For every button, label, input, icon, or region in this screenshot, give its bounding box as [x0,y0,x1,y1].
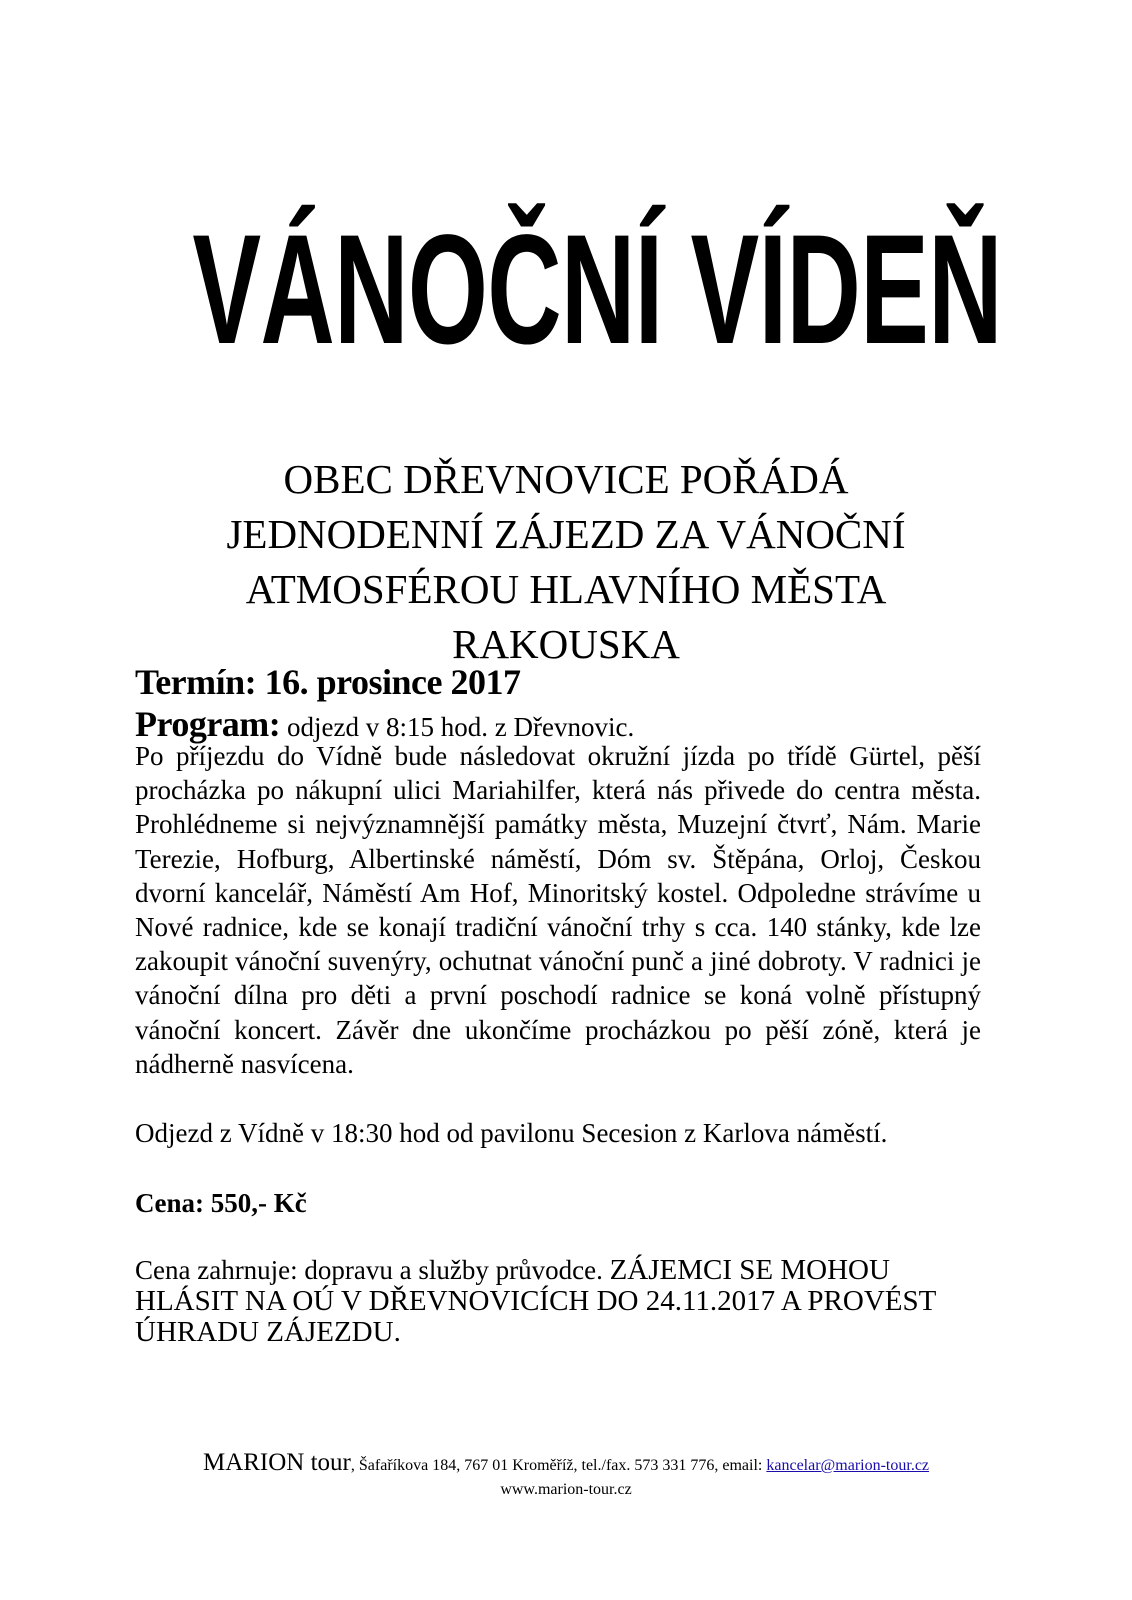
trip-date: Termín: 16. prosince 2017 [135,662,521,702]
subtitle [100,452,1032,672]
subtitle-line-3: ATMOSFÉROU HLAVNÍHO MĚSTA [245,566,887,612]
notice-caps: ZÁJEMCI SE MOHOU HLÁSIT NA OÚ V DŘEVNOVICÍCH DO 24.11.2017 A PROVÉST ÚHRADU ZÁJEZDU. [135,1254,936,1348]
footer-email-link[interactable]: kancelar@marion-tour.cz [766,1457,930,1474]
footer-address: , Šafaříkova 184, 767 01 Kroměříž, tel./fax. 573 331 776, email: [350,1457,767,1474]
program-description: Po příjezdu do Vídně bude následovat okružní jízda po třídě Gürtel, pěší procházka po nákupní ulici Mariahilfer, která nás přivede do centra města. Prohlédneme si nejvýznamnější památky města, Muzejní čtvrť, Nám. Marie Terezie, Hofburg, Albertinské náměstí, Dóm sv. Štěpána, Orloj, Českou dvorní kancelář, Náměstí Am Hof, Minoritský kostel. Odpoledne strávíme u Nové radnice, kde se konají tradiční vánoční trhy s cca. 140 stánky, kde lze zakoupit vánoční suvenýry, ochutnat vánoční punč a jiné dobroty. V radnici je vánoční dílna pro děti a první poschodí radnice se koná volně přístupný vánoční koncert. Závěr dne ukončíme procházkou po pěší zóně, která je nádherně nasvícena. [135,741,981,1079]
program-label: Program: [135,704,281,744]
subtitle-line-2: JEDNODENNÍ ZÁJEZD ZA VÁNOČNÍ [226,511,906,557]
subtitle-line-4: RAKOUSKA [452,621,680,667]
subtitle-line-1: OBEC DŘEVNOVICE POŘÁDÁ [283,456,849,502]
return-departure: Odjezd z Vídně v 18:30 hod od pavilonu Secesion z Karlova náměstí. [135,1118,888,1148]
footer [0,1449,1132,1501]
program-departure: odjezd v 8:15 hod. z Dřevnovic. [280,712,635,742]
price: Cena: 550,- Kč [135,1188,307,1218]
notice-intro: Cena zahrnuje: dopravu a služby průvodce. [135,1255,610,1285]
poster-title: VÁNOČNÍ VÍDEŇ [192,203,1002,377]
footer-website: www.marion-tour.cz [500,1481,632,1498]
footer-brand: MARION tour [202,1449,351,1476]
registration-notice [135,1255,981,1348]
